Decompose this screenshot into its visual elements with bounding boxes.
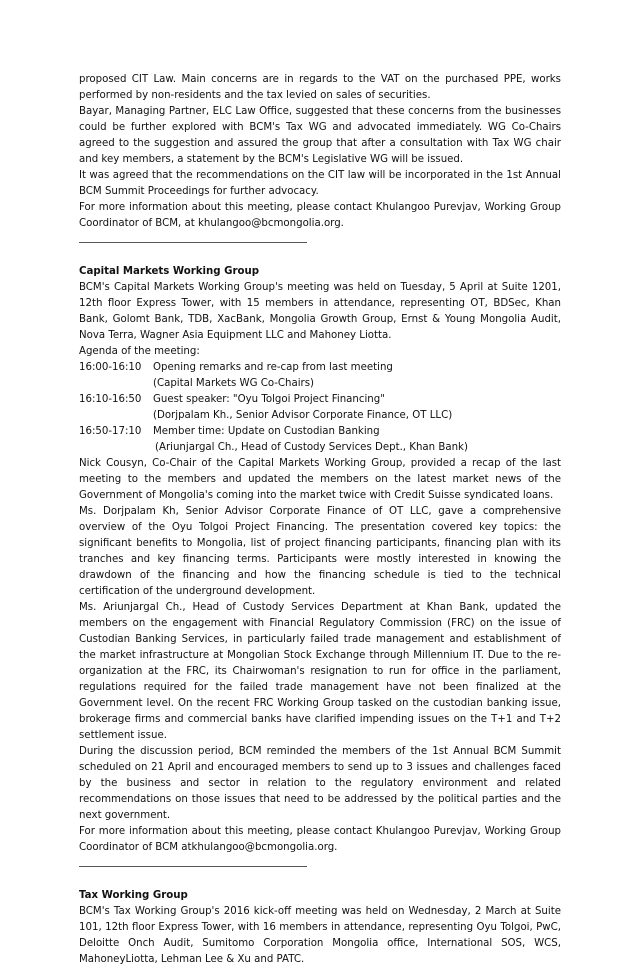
capital-markets-heading: Capital Markets Working Group bbox=[79, 266, 260, 277]
agenda-time: 16:50-17:10 bbox=[79, 426, 142, 437]
blank-line bbox=[79, 248, 561, 264]
agenda-item bbox=[79, 360, 561, 376]
capital-markets-paragraph-meeting: BCM's Capital Markets Working Group's meeting was held on Tuesday, 5 April at Suite 1201, 12th floor Express Tower, with 15 members in attendance, representing OT, BDSec, Khan Bank, Golomt Bank, TDB, XacBank, Mongolia Growth Group, Ernst & Young Mongolia Audit, Nova Terra, Wagner Asia Equipment LLC and Mahoney Liotta. bbox=[79, 282, 561, 341]
blank-line bbox=[79, 872, 561, 888]
intro-paragraph-agreement: It was agreed that the recommendations on the CIT law will be incorporated in the 1st Annual BCM Summit Proceedings for further advocacy. bbox=[79, 170, 561, 197]
capital-markets-paragraph-ot-financing: Ms. Dorjpalam Kh, Senior Advisor Corporate Finance of OT LLC, gave a comprehensive overview of the Oyu Tolgoi Project Financing. The presentation covered key topics: the significant benefits to Mongolia, list of project financing participants, financing plan with its tranches and key financing terms. Participants were mostly interested in knowing the drawdown of the financing and how the financing schedule is tied to the technical certification of the underground development. bbox=[79, 506, 561, 597]
tax-paragraph-meeting: BCM's Tax Working Group's 2016 kick-off meeting was held on Wednesday, 2 March at Suite 101, 12th floor Express Tower, with 16 members in attendance, representing Oyu Tolgoi, PwC, Deloitte Onch Audit, Sumitomo Corporation Mongolia office, International SOS, WCS, MahoneyLiotta, Lehman Lee & Xu and PATC. bbox=[79, 906, 561, 965]
agenda-item bbox=[79, 392, 561, 408]
intro-paragraph-bayar: Bayar, Managing Partner, ELC Law Office, suggested that these concerns from the businesses could be further explored with BCM's Tax WG and advocated immediately. WG Co-Chairs agreed to the suggestion and assured the group that after a consultation with Tax WG chair and key members, a statement by the BCM's Legislative WG will be issued. bbox=[79, 106, 561, 165]
intro-paragraph-contact: For more information about this meeting, please contact Khulangoo Purevjav, Working Group Coordinator of BCM, at khulangoo@bcmongolia.org. bbox=[79, 202, 561, 229]
agenda-list bbox=[79, 360, 561, 456]
agenda-item-title: Guest speaker: "Oyu Tolgoi Project Financing" bbox=[153, 394, 385, 405]
agenda-item-presenter: (Ariunjargal Ch., Head of Custody Services Dept., Khan Bank) bbox=[155, 442, 468, 453]
agenda-item-title: Opening remarks and re-cap from last meeting bbox=[153, 362, 393, 373]
agenda-time: 16:00-16:10 bbox=[79, 362, 142, 373]
agenda-item-title: Member time: Update on Custodian Banking bbox=[153, 426, 380, 437]
agenda-item-presenter: (Dorjpalam Kh., Senior Advisor Corporate Finance, OT LLC) bbox=[153, 410, 453, 421]
section-divider bbox=[79, 232, 311, 248]
capital-markets-paragraph-discussion: During the discussion period, BCM reminded the members of the 1st Annual BCM Summit scheduled on 21 April and encouraged members to send up to 3 issues and challenges faced by the business and sector in relation to the regulatory environment and related recommendations on those issues that need to be addressed by the political parties and the next government. bbox=[79, 746, 561, 821]
tax-heading: Tax Working Group bbox=[79, 890, 188, 901]
document-body bbox=[79, 72, 561, 968]
agenda-item-presenter: (Capital Markets WG Co-Chairs) bbox=[153, 378, 315, 389]
agenda-time: 16:10-16:50 bbox=[79, 394, 142, 405]
agenda-item bbox=[79, 424, 561, 440]
capital-markets-paragraph-recap: Nick Cousyn, Co-Chair of the Capital Markets Working Group, provided a recap of the last meeting to the members and updated the members on the latest market news of the Government of Mongolia's coming into the market twice with Credit Suisse syndicated loans. bbox=[79, 458, 561, 501]
section-divider bbox=[79, 856, 311, 872]
capital-markets-paragraph-custodian: Ms. Ariunjargal Ch., Head of Custody Services Department at Khan Bank, updated the members on the engagement with Financial Regulatory Commission (FRC) on the issue of Custodian Banking Services, in particularly failed trade management and establishment of the market infrastructure at Mongolian Stock Exchange through Millennium IT. Due to the re-organization at the FRC, its Chairwoman's resignation to run for office in the parliament, regulations required for the failed trade management have not been finalized at the Government level. On the recent FRC Working Group tasked on the custodian banking issue, brokerage firms and commercial banks have clarified impending issues on the T+1 and T+2 settlement issue. bbox=[79, 602, 561, 741]
capital-markets-paragraph-contact: For more information about this meeting, please contact Khulangoo Purevjav, Working Group Coordinator of BCM atkhulangoo@bcmongolia.org. bbox=[79, 826, 561, 853]
agenda-label: Agenda of the meeting: bbox=[79, 346, 200, 357]
intro-paragraph-cit-concerns: proposed CIT Law. Main concerns are in regards to the VAT on the purchased PPE, works performed by non-residents and the tax levied on sales of securities. bbox=[79, 74, 561, 101]
